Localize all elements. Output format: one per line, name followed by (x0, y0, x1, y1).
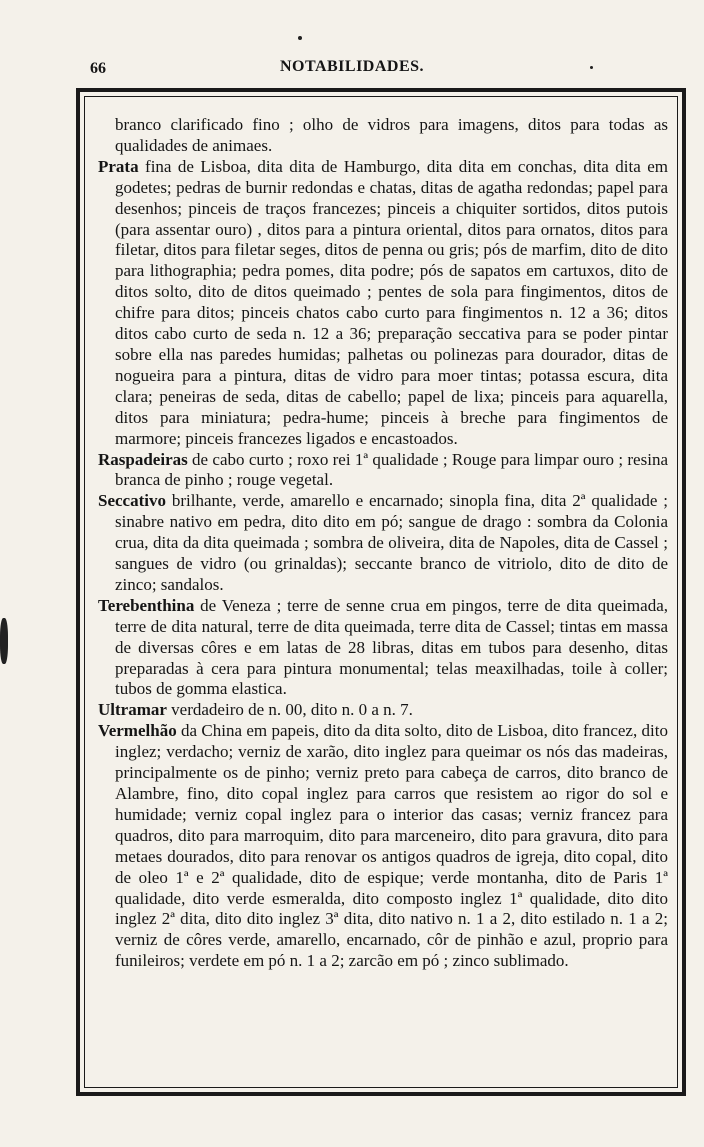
entry-text: verdadeiro de n. 00, dito n. 0 a n. 7. (166, 700, 413, 720)
entry-head: Seccativo (98, 491, 166, 511)
entry-continuation (98, 115, 668, 157)
entry-text: brilhante, verde, amarello e encarnado; sinopla fina, dita 2ª qualidade ; sinabre nativo em pedra, dito dito em pó; sangue de drago : sombra da Colonia crua, dita da dita queimada ; sombra de oliveira, dita de Napoles, dita de Cassel ; sangues de vidro (ou grinaldas); seccante branco de vitriolo, dito de dito de zinco; sandalos. (115, 491, 668, 594)
entry-head: Terebenthina (98, 595, 195, 615)
page-header (0, 0, 704, 92)
entry-text: de cabo curto ; roxo rei 1ª qualidade ; Rouge para limpar ouro ; resina branca de pinho ; rouge vegetal. (115, 449, 668, 490)
entry-text: branco clarificado fino ; olho de vidros para imagens, ditos para todas as qualidades de animaes. (115, 115, 668, 155)
entry-head: Raspadeiras (98, 449, 188, 469)
ink-speck (298, 36, 302, 40)
ink-speck (0, 618, 8, 664)
entry-text: de Veneza ; terre de senne crua em pingos, terre de dita queimada, terre de dita natural, terre de dita queimada, terre dita de Cassel; tintas em massa de diversas côres e em latas de 28 libras, ditas em tubos para desenho, ditas preparadas à cera para pintura monumental; telas meaxilhadas, toile à coller; tubos de gomma elastica. (115, 595, 668, 699)
entry-list (98, 115, 668, 972)
entry-ultramar (98, 700, 668, 721)
entry-text: da China em papeis, dito da dita solto, dito de Lisboa, dito francez, dito inglez; verdacho; verniz de xarão, dito inglez para queimar os nós das madeiras, principalmente os de pinho; verniz preto para cabeça de carros, dito branco de Alambre, fino, dito copal inglez para carros que resistem ao rigor do sol e humidade; verniz copal inglez para o interior das casas; verniz francez para quadros, dito para marroquim, dito para marceneiro, dito para gravura, dito para metaes dourados, dito para renovar os antigos quadros de igreja, dito copal, dito de oleo 1ª e 2ª qualidade, dito de espique; verde montanha, dito de Paris 1ª qualidade, dito verde esmeralda, dito composto inglez 1ª qualidade, dito dito inglez 2ª dita, dito dito inglez 3ª dita, dito nativo n. 1 a 2, dito estilado n. 1 a 2; verniz de côres verde, amarello, encarnado, côr de pinhão e azul, proprio para funileiros; verdete em pó n. 1 a 2; zarcão em pó ; zinco sublimado. (115, 721, 668, 971)
entry-head: Vermelhão (98, 721, 177, 741)
entry-seccativo (98, 491, 668, 596)
page-number: 66 (90, 60, 106, 77)
entry-raspadeiras (98, 450, 668, 492)
entry-vermelhao (98, 721, 668, 972)
entry-terebenthina (98, 596, 668, 701)
entry-head: Ultramar (98, 700, 167, 720)
entry-head: Prata (98, 156, 139, 176)
running-title: NOTABILIDADES. (279, 58, 425, 75)
entry-prata (98, 157, 668, 450)
entry-text: fina de Lisboa, dita dita de Hamburgo, dita dita em conchas, dita dita em godetes; pedras de burnir redondas e chatas, ditas de agatha redondas; papel para desenhos; pinceis de traços francezes; pinceis a chiquiter sortidos, ditos putois (para assentar ouro) , ditos para a pintura oriental, ditos para ornatos, ditos para filetar, ditos para filetar seges, ditos de penna ou gris; pós de marfim, dito de dito para lithographia; pedra pomes, dita podre; pós de sapatos em cartuxos, dito de ditos solto, dito de ditos queimado ; pentes de sola para fingimentos, ditos de chifre para ditos; pinceis chatos cabo curto para fingimentos n. 12 a 36; ditos ditos cabo curto de seda n. 12 a 36; preparação seccativa para se poder pintar sobre ella nas paredes humidas; palhetas ou polinezas para dourador, ditas de nogueira para a pintura, ditas de vidro para moer tintas; potassa escura, dita clara; peneiras de seda, ditas de cabello; papel de lixa; pinceis para aquarella, ditos para miniatura; pedra-hume; pinceis à breche para fingimentos de marmore; pinceis francezes ligados e encastoados. (115, 156, 668, 448)
ink-speck (590, 66, 593, 69)
